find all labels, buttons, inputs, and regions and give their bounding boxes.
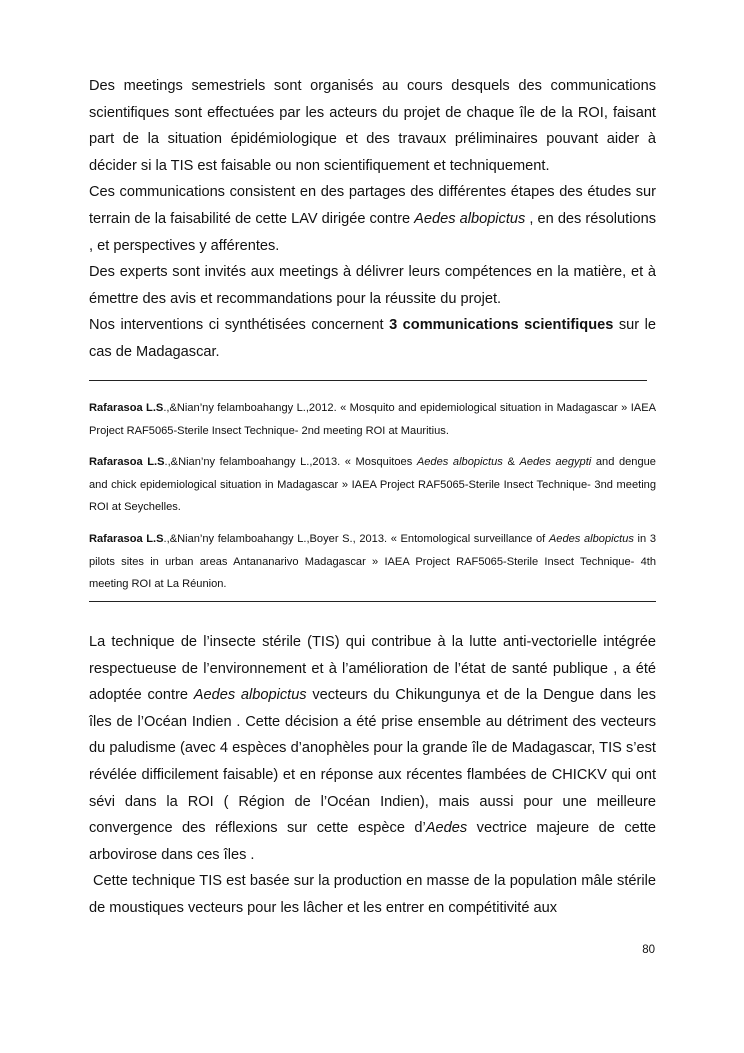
intro-text: , en des résolutions , et perspectives y afférentes. xyxy=(89,210,656,254)
species-name: Aedes albopictus xyxy=(414,210,526,227)
species-name: Aedes albopictus xyxy=(548,532,634,545)
species-name: Aedes albopictus xyxy=(193,687,307,704)
intro-text: Ces communications consistent en des partages des différentes étapes des études sur terrain de la faisabilité de cette LAV dirigée contre xyxy=(89,184,656,227)
reference-text: & xyxy=(502,456,520,469)
emphasis-text: 3 communications scientifiques xyxy=(389,317,614,334)
separator-line xyxy=(89,380,647,381)
page-number: 80 xyxy=(642,944,655,956)
reference-item xyxy=(89,528,656,596)
genus-name: Aedes xyxy=(425,820,468,837)
references-bottom-rule xyxy=(89,601,656,602)
species-name: Aedes albopictus xyxy=(416,456,503,469)
main-text: La technique de l’insecte stérile (TIS) qui contribue à la lutte anti-vectorielle intégrée respectueuse de l’environnement et à l’amélioration de l’état de santé publique , a été adoptée contre xyxy=(89,634,656,704)
intro-paragraph xyxy=(89,179,656,259)
intro-section xyxy=(89,73,656,366)
references-list xyxy=(89,397,656,605)
reference-text: .,&Nian’ny felamboahangy L.,2013. « Mosquitoes xyxy=(164,456,417,469)
intro-paragraph xyxy=(89,312,656,365)
reference-text: in 3 pilots sites in urban areas Antananarivo Madagascar » IAEA Project RAF5065-Sterile Insect Technique- 4th meeting ROI at La Réunion. xyxy=(89,532,656,591)
reference-item xyxy=(89,397,656,442)
main-text: vecteurs du Chikungunya et de la Dengue dans les îles de l’Océan Indien . Cette décision a été prise ensemble au détriment des vecteurs du paludisme (avec 4 espèces d’anophèles pour la grande île de Madagascar, TIS s’est révélée difficilement faisable) et en réponse aux récentes flambées de CHICKV qui ont sévi dans la ROI ( Région de l’Océan Indien), mais aussi pour une meilleure convergence des réflexions sur cette espèce d’ xyxy=(89,687,656,837)
reference-text: .,&Nian’ny felamboahangy L.,Boyer S., 2013. « Entomological surveillance of xyxy=(163,532,549,545)
intro-paragraph xyxy=(89,259,656,312)
reference-text: .,&Nian’ny felamboahangy L.,2012. « Mosquito and epidemiological situation in Madagascar » IAEA Project RAF5065-Sterile Insect Technique- 2nd meeting ROI at Mauritius. xyxy=(89,402,656,437)
reference-author: Rafarasoa L.S xyxy=(89,456,165,469)
intro-text: Des experts sont invités aux meetings à délivrer leurs compétences en la matière, et à émettre des avis et recommandations pour la réussite du projet. xyxy=(89,264,656,307)
main-paragraph xyxy=(89,868,656,921)
main-text: vectrice majeure de cette arbovirose dans ces îles . xyxy=(89,820,656,863)
intro-text: Nos interventions ci synthétisées concernent xyxy=(89,317,390,334)
reference-author: Rafarasoa L.S xyxy=(89,402,164,414)
intro-paragraph xyxy=(89,73,656,179)
main-paragraph xyxy=(89,629,656,868)
reference-author: Rafarasoa L.S xyxy=(89,532,164,545)
reference-text: and dengue and chick epidemiological situation in Madagascar » IAEA Project RAF5065-Sterile Insect Technique- 3nd meeting ROI at Seychelles. xyxy=(89,456,656,514)
intro-text: Des meetings semestriels sont organisés au cours desquels des communications scientifiques sont effectuées par les acteurs du projet de chaque île de la ROI, faisant part de la situation épidémiologique et des travaux préliminaires pouvant aider à décider si la TIS est faisable ou non scientifiquement et techniquement. xyxy=(89,78,656,174)
reference-item xyxy=(89,451,656,519)
main-section xyxy=(89,629,656,922)
main-text: Cette technique TIS est basée sur la production en masse de la population mâle stérile de moustiques vecteurs pour les lâcher et les entrer en compétitivité aux xyxy=(89,873,656,916)
intro-text: sur le cas de Madagascar. xyxy=(89,317,656,360)
species-name: Aedes aegypti xyxy=(519,456,592,469)
